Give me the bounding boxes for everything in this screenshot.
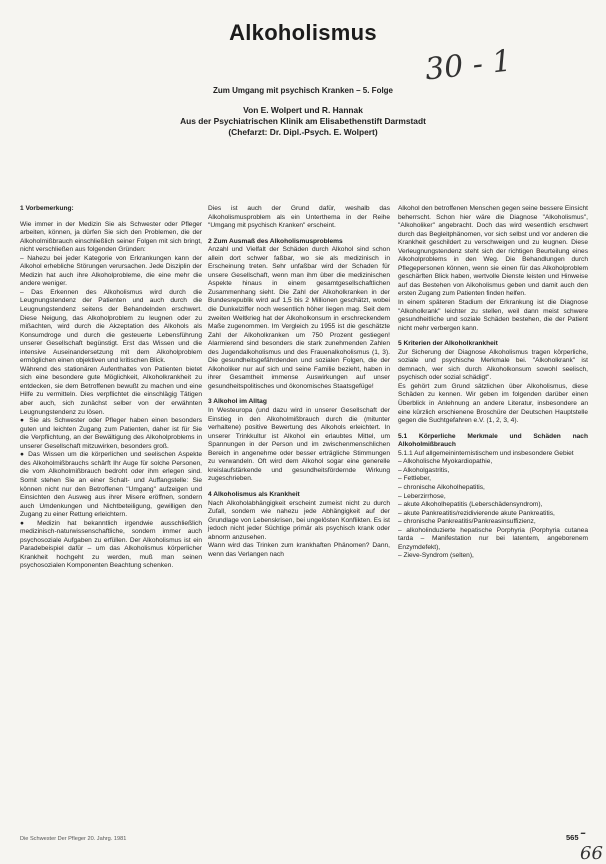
column-3 <box>398 205 588 561</box>
paragraph: – Das Erkennen des Alkoholismus wird durch die Leugnungstendenz der Patienten und auch durch die Leugnungstendenz seitens der Behandelnden erschwert. Diese Neigung, das Alkoholproblem zu leugnen oder zu mißachten, wird durch die Akzeptation des Alkohols als Konsumdroge und durch die gesteuerte Lebensführung unserer Gesellschaft begünstigt. Erst das Wissen und die intensive Auseinandersetzung mit dem Alkoholproblem ermöglichen einen objektiven und kritischen Blick. <box>20 288 202 365</box>
paragraph: In einem späteren Stadium der Erkrankung ist die Diagnose "Alkoholkrank" leichter zu stellen, weil dann meist schwere gesundheitliche und soziale Schäden bestehen, die der Patient nicht mehr verbergen kann. <box>398 299 588 332</box>
paragraph: ● Medizin hat bekanntlich irgendwie ausschließlich medizinisch-naturwissenschaftliche, sondern immer auch psychosoziale Aufgaben zu erfüllen. Der Alkoholismus ist ein Paradebeispiel dafür – um das Alkoholismus körperlicher Krankheit hochgeht zu werden, muß man seinen psychosozialen Komponenten Beachtung schenken. <box>20 519 202 570</box>
handwritten-annotation: 30 - 1 <box>423 43 514 88</box>
list-item: – akute Alkoholhepatitis (Leberschädensyndrom), <box>398 501 543 509</box>
page-title: Alkoholismus <box>229 20 377 45</box>
list-item: – chronische Alkoholhepatitis, <box>398 483 485 491</box>
list-item: – chronische Pankreatitis/Pankreasinsuffizienz, <box>398 518 536 526</box>
section-heading-4: 4 Alkoholismus als Krankheit <box>208 490 300 498</box>
paragraph: Alkohol den betroffenen Menschen gegen seine bessere Einsicht beherrscht. Schon hier wäre die Diagnose "Alkoholismus", "Alkoholiker" angebracht. Doch das wird wesentlich erschwert durch das Begleitphänomen, vor sich selbst und vor anderen die Krankheit geschildert zu verschweigen und zu leugnen. Diese Verleugnungstendenz steht sich der richtigen Beurteilung eines Alkoholproblems in den Weg. Die Behandlungen durch Pflegepersonen können, wenn sie einen für das Alkoholproblem geschärften Blick haben, wertvolle Dienste leisten und Hinweise auf das Bestehen von Alkoholismus geben und damit auch den ersten Zugang zum Patienten finden helfen. <box>398 205 588 298</box>
paragraph: Zur Sicherung der Diagnose Alkoholismus tragen körperliche, soziale und psychische Merkmale bei. "Alkoholkrank" ist demnach, wer sich durch Alkoholkonsum sowohl seelisch, psychisch oder sozial schädigt". <box>398 348 588 382</box>
chief-physician-line: (Chefarzt: Dr. Dipl.-Psych. E. Wolpert) <box>228 127 378 137</box>
paragraph: 5.1.1 Auf allgemeininternistischem und insbesondere Gebiet <box>398 449 574 457</box>
list-item: – Leberzirrhose, <box>398 492 446 500</box>
source-footer: Die Schwester Der Pfleger 20. Jahrg. 1981 <box>20 836 127 842</box>
section-heading-5-1: 5.1 Körperliche Merkmale und Schäden nach Alkoholmißbrauch <box>398 432 588 449</box>
paragraph: Dies ist auch der Grund dafür, weshalb das Alkoholismusproblem als ein Unterthema in der Reihe "Umgang mit psychisch Kranken" erscheint. <box>208 205 390 230</box>
paragraph: Wann wird das Trinken zum krankhaften Phänomen? Dann, wenn das Verlangen nach <box>208 542 390 558</box>
paragraph: Wie immer in der Medizin Sie als Schwester oder Pfleger arbeiten, können, ja dürfen Sie sich den Problemen, die der Alkoholmißbrauch einschließlich seiner Folgen mit sich bringt, nicht verschließen aus folgenden Gründen: <box>20 220 202 254</box>
list-item: – akute Pankreatitis/rezidivierende akute Pankreatitis, <box>398 509 555 517</box>
list-item: – Alkoholische Myokardiopathie, <box>398 458 493 466</box>
column-1 <box>20 205 202 571</box>
section-heading-1: 1 Vorbemerkung: <box>20 205 74 212</box>
column-2 <box>208 205 390 559</box>
section-heading-5: 5 Kriterien der Alkoholkrankheit <box>398 340 498 348</box>
paragraph: Während des stationären Aufenthaltes von Patienten bietet sich eine besondere gute Möglichkeit, Alkoholkrankheit zu entdecken, sie dem Betroffenen bewußt zu machen und eine Hilfe zu vermitteln. Dies verpflichtet die einschlägig Tätigen aber auch, sich zunächst selber von der erwähnten Leugnungstendenz zu lösen. <box>20 365 202 416</box>
paragraph: Es gehört zum Grund sätzlichen über Alkoholismus, diese Schäden zu kennen. Wir geben im folgenden darüber einen Überblick in Anlehnung an andere Literatur, insbesondere an eine kürzlich erschienene Broschüre der Deutschen Hauptstelle gegen die Suchtgefahren e.V. (1, 2, 3, 4). <box>398 382 588 425</box>
paragraph: In Westeuropa (und dazu wird in unserer Gesellschaft der Einstieg in den Alkoholmißbrauch durch die (mitunter verhaltene) positive Bewertung des Alkohols erleichtert. In unserer Trinkkultur ist Alkohol ein erlaubtes Mittel, um Spannungen in der Person und im zwischenmenschlichen Bereich in angenehme oder besser erträgliche Stimmungen zu verwandeln. Oft wird dem Alkohol sogar eine generelle kreislaufstärkende und gesundheitsfördernde Wirkung zugeschrieben. <box>208 407 390 483</box>
institution-line: Aus der Psychiatrischen Klinik am Elisabethenstift Darmstadt <box>180 116 426 126</box>
paragraph: – Nahezu bei jeder Kategorie von Erkrankungen kann der Alkohol erhebliche Störungen verursachen. Jede Disziplin der Medizin hat auch ihre Alkoholprobleme, die eine mehr die andere weniger. <box>20 254 202 288</box>
paragraph: Anzahl und Vielfalt der Schäden durch Alkohol sind schon allein dort schwer faßbar, wo sie als medizinisch in Erscheinung treten. Sehr unfaßbar wird der Schaden für unsere Gesellschaft, wenn man ihm über die medizinischen Aspekte hinaus in einem gesamtgesellschaftlichen Zusammenhang sieht. Die Zahl der Alkoholkranken in der Bundesrepublik wird auf 1,5 bis 2 Millionen geschätzt, wobei die Dunkelziffer noch wesentlich höher liegen mag. Seit dem zweiten Weltkrieg hat der Alkoholkonsum in erschreckendem Maße zugenommen. Im Vergleich zu 1955 ist die geschätzte Zahl der Alkoholkranken um 750 Prozent gestiegen! Alarmierend sind besonders die stark zunehmenden Zahlen des Jugendalkoholismus und des Frauenalkoholismus (1, 3). Die gesundheitsgefährdenden und sozialen Folgen, die der Alkoholiker nur auf sich und seine Familie bezieht, haben in ihrer Gesamtheit immense Auswirkungen auf unser gesundheitspolitisches und ökonomisches Staatsgefüge! <box>208 246 390 390</box>
list-item: – Fettleber, <box>398 475 431 483</box>
page-number: 565 <box>566 833 579 842</box>
handwritten-page-number: - 66 <box>580 822 603 864</box>
authors-line: Von E. Wolpert und R. Hannak <box>243 105 363 115</box>
list-item: – Zieve-Syndrom (selten), <box>398 552 474 560</box>
series-subtitle: Zum Umgang mit psychisch Kranken – 5. Folge <box>212 86 394 95</box>
list-item: – Alkoholgastritis, <box>398 466 450 474</box>
paragraph: ● Sie als Schwester oder Pfleger haben einen besonders guten und leichten Zugang zum Patienten, daher ist für Sie die Verpflichtung, an der Bewältigung des Alkoholproblems in unserer Gesellschaft mitzuwirken, besonders groß. <box>20 417 202 450</box>
section-heading-3: 3 Alkohol im Alltag <box>208 398 267 406</box>
list-item: – alkoholinduzierte hepatische Porphyria (Porphyria cutanea tarda – Manifestation nur bei latentem, angeborenem Enzymdefekt), <box>398 526 588 551</box>
paragraph: Nach Alkoholabhängigkeit erscheint zumeist nicht zu durch Zufall, sondern wie nahezu jede Abhängigkeit auf der Grundlage von Lebenskrisen, bei ungelösten Konflikten. Es ist jedoch nicht jeder Süchtige primär als psychisch krank oder abnorm anzusehen. <box>208 499 390 541</box>
section-heading-2: 2 Zum Ausmaß des Alkoholismusproblems <box>208 237 343 245</box>
paragraph: ● Das Wissen um die körperlichen und seelischen Aspekte des Alkoholmißbrauchs schärft Ihr Auge für solche Personen, die vom Alkoholmißbrauch bedroht oder ihm erlegen sind. Somit stehen Sie an einer Schalt- und Auffangstelle: Sie können nicht nur den Betroffenen "Umgang" aufzeigen und Einsichten den Ausweg aus ihrer Misere eröffnen, sondern auch Umdenkungen und Nichtbeteiligung, gewilligen den Zugang zu einer Rettung erleichtern. <box>20 451 202 519</box>
